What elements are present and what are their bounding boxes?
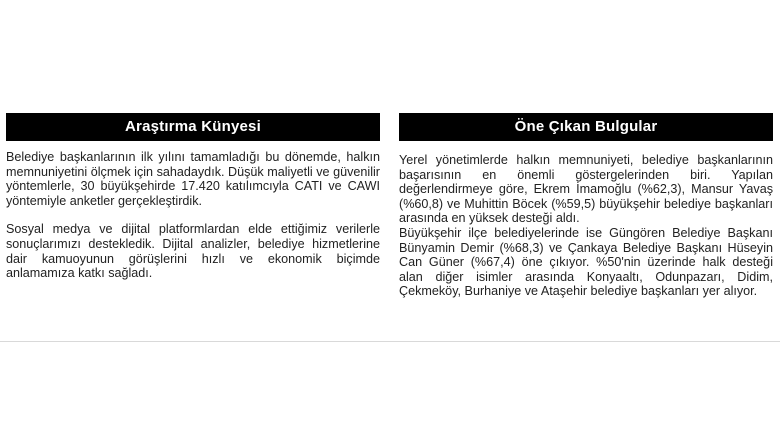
research-info-paragraph: Belediye başkanlarının ilk yılını tamamladığı bu dönemde, halkın memnuniyetini ölçmek için sahadaydık. Düşük maliyetli ve güvenilir yöntemlerle, 30 büyükşehirde 17.420 katılımcıyla CATI ve CAWI yöntemiyle anketler gerçekleştirdik. [6, 150, 380, 208]
key-findings-paragraph: Yerel yönetimlerde halkın memnuniyeti, belediye başkanlarının başarısının en önemli göstergelerinden biri. Yapılan değerlendirmeye göre, Ekrem İmamoğlu (%62,3), Mansur Yavaş (%60,8) ve Muhittin Böcek (%59,5) büyükşehir belediye başkanları arasında en yüksek desteği aldı. [399, 153, 773, 226]
key-findings-paragraph: Büyükşehir ilçe belediyelerinde ise Güngören Belediye Başkanı Bünyamin Demir (%68,3) ve Çankaya Belediye Başkanı Hüseyin Can Güner (%67,4) öne çıkıyor. %50'nin üzerinde halk desteği alan diğer isimler arasında Konyaaltı, Odunpazarı, Didim, Çekmeköy, Burhaniye ve Ataşehir belediye başkanları yer alıyor. [399, 225, 773, 299]
research-info-section [6, 113, 380, 281]
bottom-divider [0, 341, 780, 342]
research-info-header: Araştırma Künyesi [6, 113, 380, 141]
research-info-paragraph: Sosyal medya ve dijital platformlardan elde ettiğimiz verilerle sonuçlarımızı destekledik. Dijital analizler, belediye hizmetlerine dair kamuoyunun görüşlerini hızlı ve ekonomik biçimde anlamamıza katkı sağladı. [6, 222, 380, 281]
key-findings-section [399, 113, 773, 299]
key-findings-header: Öne Çıkan Bulgular [399, 113, 773, 141]
